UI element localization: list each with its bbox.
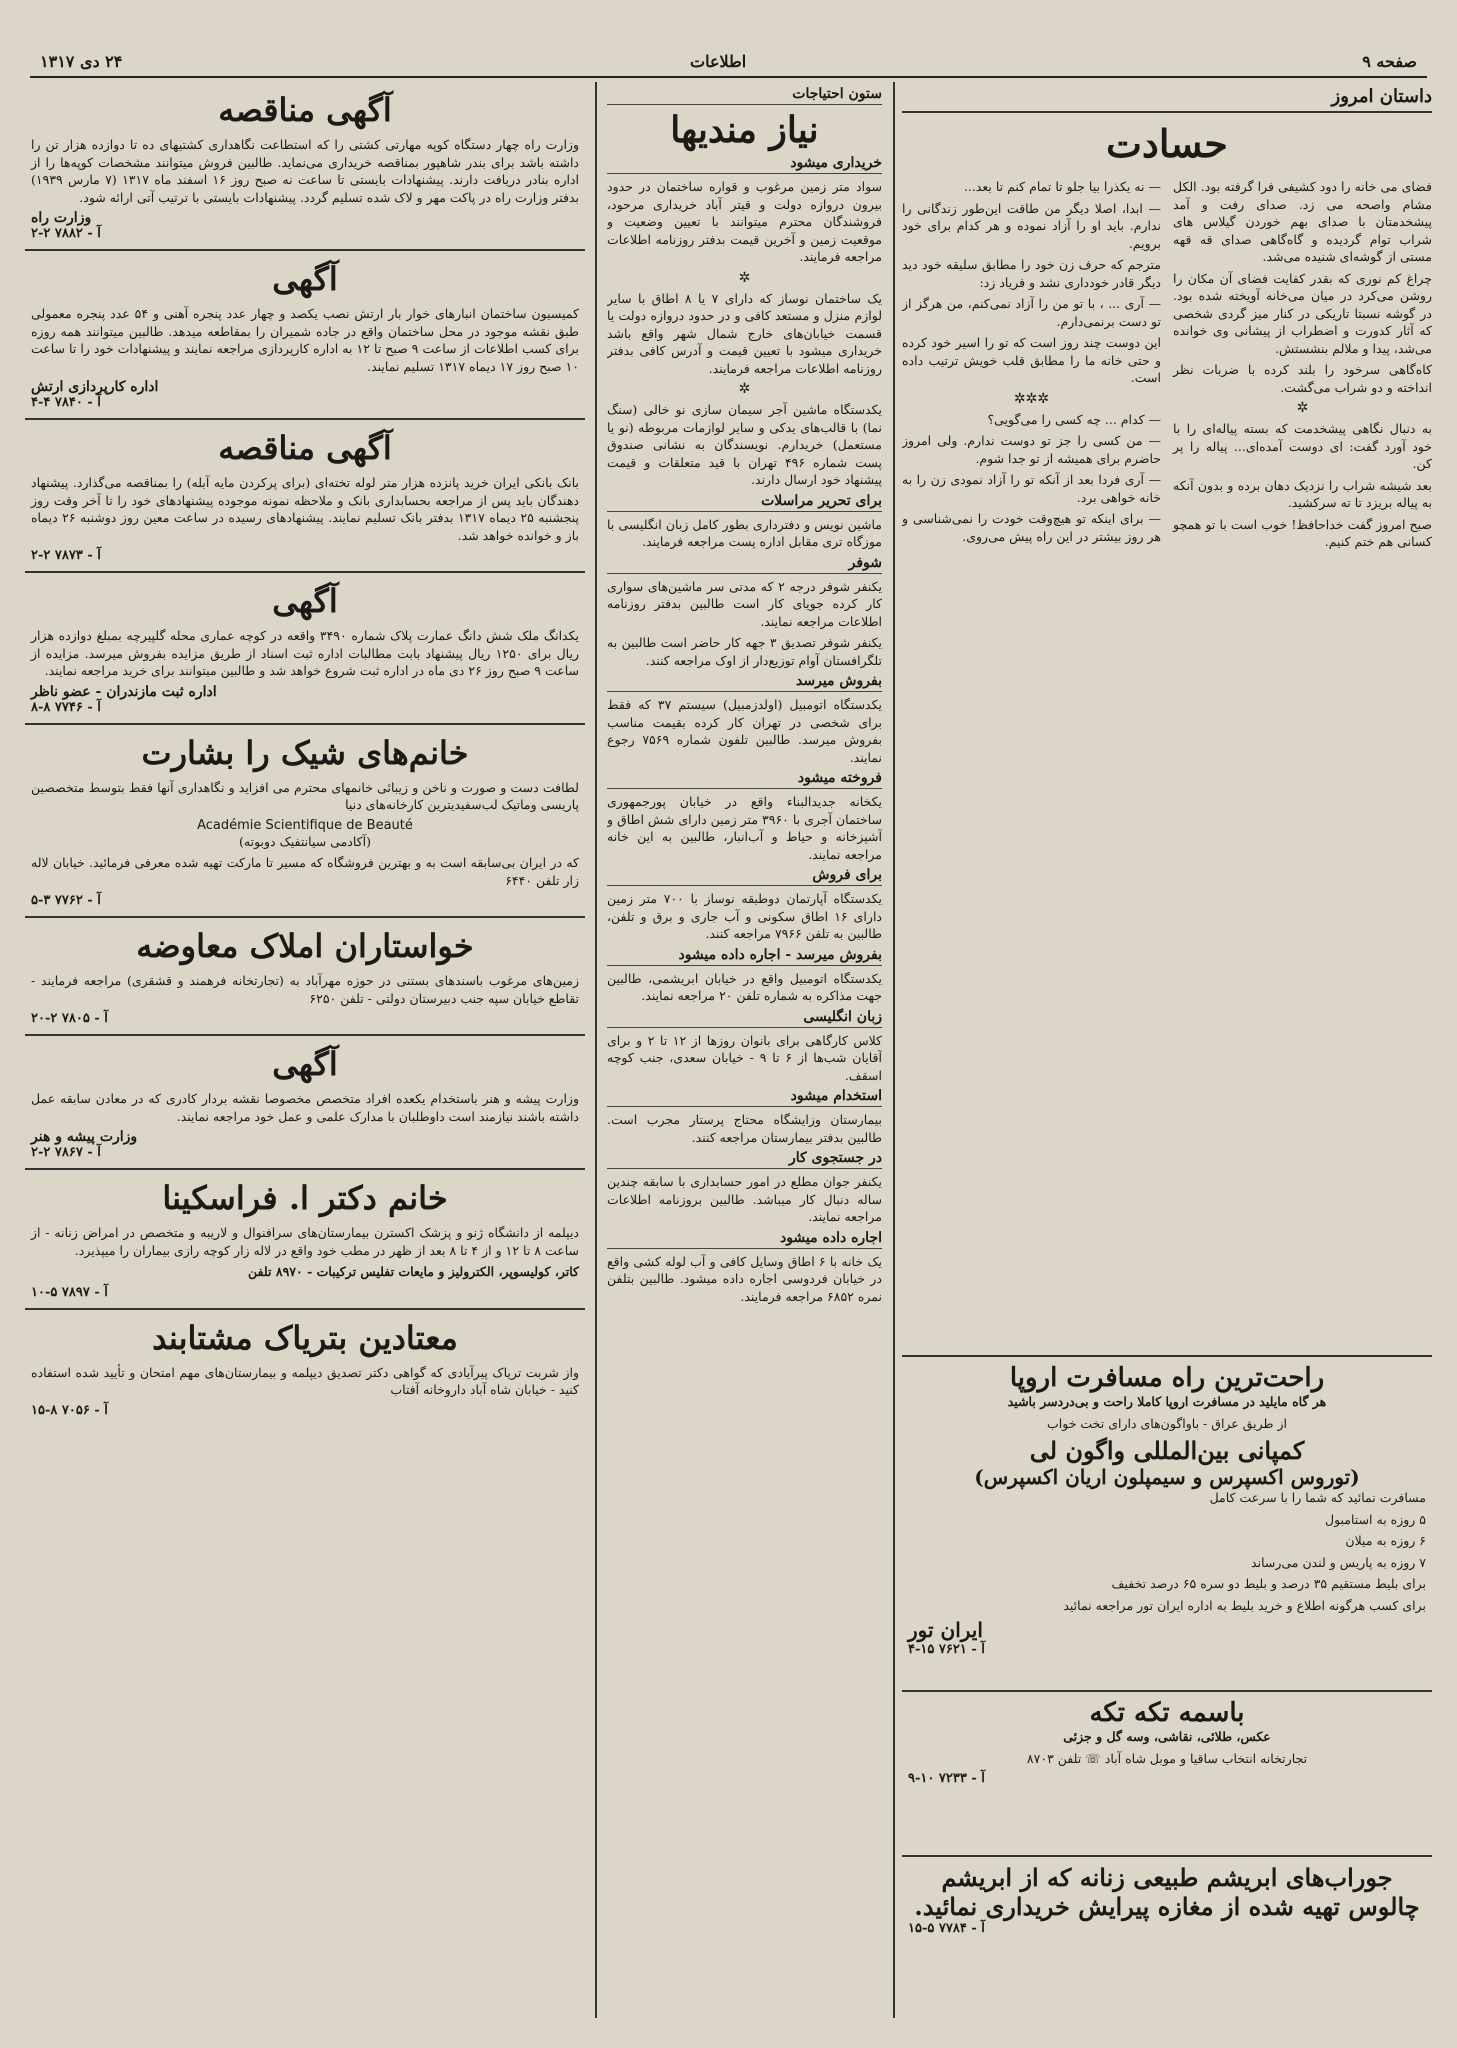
tender-ad [25,420,585,573]
ad-reference: آ - ۷۰۵۶ ۸-۱۵ [31,1402,108,1418]
ad-reference: آ - ۷۷۴۶ ۸-۸ [31,699,101,715]
travel-ad-company: کمپانی بین‌المللی واگون لی [1029,1436,1305,1465]
ad-note: کاتر، کولیسوپر، الکترولیز و مایعات تفلیس ترکیبات - ۸۹۷۰ تلفن [248,1264,579,1279]
ad-reference: آ - ۷۸۰۵ ۲-۲۰ [31,1011,108,1026]
classified-heading: برای تحریر مراسلات [607,493,882,512]
ad-signature: وزارت پیشه و هنر [31,1129,138,1145]
ad-latin-name: Académie Scientifique de Beauté [197,817,413,833]
story-paragraph: چراغ کم نوری که بقدر کفایت فضای آن مکان را روشن می‌کرد در میان می‌خانه آویخته شده بود. در گوشه نسبتا تاریکی در کنار میز گردی شخصی که آثار کدورت و اضطراب از پیشانی وی خوانده می‌شد، پیدا و ملالم بنشستش. [1173,270,1432,356]
story-paragraph: — من کسی را جز تو دوست ندارم. ولی امروز حاضرم برای همیشه از تو جدا شوم. [902,433,1161,466]
story-column-b [902,178,1161,555]
classified-heading: برای فروش [607,867,882,886]
classified-heading: در جستجوی کار [607,1150,882,1169]
ad-address: که در ایران بی‌سابقه است به‌ و بهترین فروشگاه که مسیر تا مارکت تهیه شده معرفی فرمائید. خیابان لاله زار تلفن ۶۴۴۰ [31,855,579,888]
stocking-ad-line: جوراب‌های ابریشم طبیعی زنانه که از ابریشم [941,1863,1393,1892]
story-paragraph: — آری فردا بعد از آنکه تو را آزاد نمودی زن را به خانه خواهی برد. [902,472,1161,505]
stocking-ad-line: چالوس تهیه شده از مغازه پیرایش خریداری نمائید. [914,1892,1420,1921]
ministry-ad [25,1036,585,1170]
addiction-ad [25,1310,585,1426]
classified-text: یکدستگاه آپارتمان دوطبقه نوساز با ۷۰۰ متر زمین دارای ۱۶ اطاق سکونی و آب جاری و برق و تلفن، طالبین به تلفن ۷۹۶۶ مراجعه کنند. [607,891,882,941]
beauty-ad [25,725,585,919]
classified-heading: اجاره داده میشود [607,1230,882,1249]
ad-signature: اداره کارپردازی ارتش [31,379,159,395]
classifieds-title: نیاز مندیها [670,109,819,151]
ad-reference: آ - ۷۲۳۳ ۱۰-۹ [908,1771,985,1786]
classified-text: یکدستگاه اتومبیل (اولدزمبیل) سیستم ۳۷ که فقط برای شخصی در تهران کار کرده بقیمت مناسب بفروش میرسد. طالبین تلفون شماره ۷۵۶۹ رجوع نمایند. [607,697,882,765]
travel-ad-line: برای بلیط مستقیم ۳۵ درصد و بلیط دو سره ۶۵ درصد تخفیف [1111,1576,1426,1591]
section-logo: داستان امروز [902,82,1432,113]
travel-ad-line: ۷ روزه به پاریس و لندن می‌رساند [1251,1554,1426,1570]
travel-ad [902,1355,1432,1685]
separator-stars: ✲ [738,381,751,397]
ad-reference: آ - ۷۸۶۷ ۲-۲ [31,1145,101,1160]
separator-stars: ✲✲✲ [1013,390,1050,407]
classifieds-column [607,82,882,2018]
travel-ad-line: از طریق عراق - باواگون‌های دارای تخت خواب [1047,1415,1287,1431]
property-ad [25,918,585,1036]
classified-text: یکدستگاه ماشین آجر سیمان سازی نو خالی (سنگ نما) با قالب‌های یدکی و سایر لوازمات مربوطه (نو یا مستعمل) خریدارم. نویسندگان به نشانی صندوق پست شماره ۴۹۶ تهران با قید متعلقات و قیمت پیشنهاد خود ارسال دارند. [607,402,882,487]
ad-title: خانم دکتر ا. فراسکینا [162,1179,448,1217]
ad-reference: آ - ۷۸۹۷ ۵-۱۰ [31,1284,108,1300]
ad-reference: آ - ۷۸۴۰ ۴-۴ [31,395,101,410]
photo-ad-subtitle: عکس، طلائی، نقاشی، وسه گل و جزئی [1063,1729,1271,1744]
ad-title: آگهی مناقصه [218,429,392,467]
tender-ad [25,82,585,251]
stocking-ad [902,1855,1432,2015]
separator-stars: ✲ [1296,400,1309,416]
ad-title: آگهی مناقصه [218,91,392,129]
ad-reference: آ - ۷۸۷۳ ۲-۲ [31,548,101,563]
story-paragraph: کاه‌گاهی سرخود را بلند کرده با ضربات نظر انداخته و دو شراب می‌گشت. [1173,362,1432,395]
classified-text: یکنفر شوفر تصدیق ۳ جهه کار حاضر است طالبین به تلگرافستان آوام توزیع‌دار از اوک مراجعه کنند. [607,635,882,668]
ad-reference: آ - ۷۶۲۱ ۱۵-۴ [908,1642,985,1657]
ad-reference: آ - ۷۷۸۴ ۵-۱۵ [908,1921,985,1936]
ad-reference: آ - ۷۸۸۲ ۲-۲ [31,226,101,241]
classified-text: سواد متر زمین مرغوب و قواره ساختمان در حدود بیرون دروازه دولت و قیتر آباد خریداری مرحود، فروشندگان محترم میتوانند با تعیین وضعیت و موقعیت زمین و آخرین قیمت بدفتر روزنامه اطلاعات مراجعه فرمایند. [607,179,882,264]
story-column-a [1173,178,1432,555]
story-paragraph: — کدام ... چه کسی را می‌گویی؟ [987,411,1161,427]
ad-reference: آ - ۷۷۶۲ ۳-۵ [31,893,101,908]
page-masthead [30,48,1427,78]
travel-ad-line: برای کسب هرگونه اطلاع و خرید بلیط به اداره ایران تور مراجعه نمائید [1063,1597,1426,1613]
story-paragraph: — برای اینکه تو هیچ‌وقت خودت را نمی‌شناسی و هر روز بیشتر در این راه پیش می‌روی. [902,511,1161,544]
ad-text: وزارت پیشه و هنر باستخدام یکعده افراد متخصص مخصوصا نقشه بردار کادری که در معادن سابقه عمل داشته باشند نیازمند است داوطلبان با مدارک علمی و عمل خود مراجعه نمایند. [31,1091,579,1124]
ad-title: معتادین بتریاک مشتابند [152,1318,458,1357]
ad-text: زمین‌های مرغوب باسند‌های بستنی در حوزه مهرآباد به (تجارتخانه فرهمند و قشقری) مراجعه فرمایند - تقاطع خیابان سپه جنب دبیرستان دولتی - تلفن ۶۲۵۰ [31,973,579,1006]
classified-text: کلاس کارگاهی برای بانوان روزها از ۱۲ تا ۲ و برای آقایان شب‌ها از ۶ تا ۹ - خیابان سعدی، جنب کوچه اسقف. [607,1032,882,1083]
ad-title: آگهی [272,1045,338,1083]
ad-title: خانم‌های شیک را بشارت [141,733,469,772]
ad-title: آگهی [272,260,338,298]
story-paragraph: صبح امروز گفت خداحافظ! خوب است با تو همچو کسانی هم ختم کنیم. [1173,516,1432,549]
travel-ad-title: راحت‌ترین راه مسافرت اروپا [1009,1363,1325,1393]
classified-text: یکدستگاه اتومبیل واقع در خیابان ابریشمی، طالبین جهت مذاکره به شماره تلفن ۲۰ مراجعه نمایند. [607,970,882,1003]
ad-text: دیپلمه از دانشگاه ژنو و پزشک اکسترن بیمارستان‌های سرافنوال و لاریبه و متخصص در امراض زنانه - از ساعت ۸ تا ۱۲ و از ۴ تا ۸ بعد از ظهر در مطب خود واقع در لاله زار کوچه رازی بیماران را میپذیرد. [31,1225,579,1258]
notice-ad [25,251,585,420]
travel-ad-line: مسافرت نمائید که شما را با سرعت کامل [1209,1490,1426,1505]
story-paragraph: این دوست چند روز است که تو را اسیر خود کرده و حتی خانه ما را مطابق قلب خویش ترتیب داده است. [902,335,1161,385]
ad-signature: وزارت راه [31,210,92,226]
classified-text: یک ساختمان نوساز که دارای ۷ یا ۸ اطاق با سایر لوازم منزل و مستعد کافی و در حدود دروازه دولت یا قسمت خیابان‌های خارج شمال شهر واقع باشد خریداری میشود با تعیین قیمت و آدرس کافی بدفتر روزنامه اطلاعات مراجعه فرمایند. [607,290,882,376]
ad-text: لطافت دست و صورت و ناخن و زیبائی خانمهای محترم می افزاید و نگاهداری آنها فقط بتوسط متخصصین پاریسی وماتیک لب‌سفیدیترین کارخانه‌های دنیا [31,779,579,812]
doctor-ad [25,1170,585,1310]
story-paragraph: به دنبال نگاهی پیشخدمت که بسته پیاله‌ای را با خود آورد گفت: ای دوست آمده‌ای... پیاله را پر کن. [1173,421,1432,471]
ad-text: یکدانگ ملک شش دانگ عمارت پلاک شماره ۳۴۹۰ واقعه در کوچه عماری محله گلپیرچه بمبلغ دوازده هزار ریال برای ۱۲۵۰ ریال پیشنهاد بابت مطالبات اداره ثبت اسناد از طریق مزایده بفروش میرسد. مزایده از ساعت ۹ صبح روز ۲۶ دی ماه در اداره ثبت شروع خواهد شد و طالبین میتوانند برای خرید مراجعه نمایند. [31,628,579,678]
left-ads-column [25,82,585,2018]
travel-ad-line: هر گاه مایلید در مسافرت اروپا کاملا راحت و بی‌دردسر باشید [1007,1394,1327,1409]
photo-ad-title: باسمه تکه تکه [1089,1698,1245,1728]
classified-heading: بفروش میرسد [607,673,882,692]
column-rule [893,82,895,2018]
story-paragraph: بعد شیشه شراب را نزدیک دهان برده و بدون آنکه به پیاله بریزد تا ته سرکشید. [1173,477,1432,510]
paper-name: اطلاعات [690,52,747,71]
classified-heading: بفروش میرسد - اجاره داده میشود [607,947,882,966]
classified-text: یک خانه با ۶ اطاق وسایل کافی و آب لوله کشی واقع در خیابان فردوسی اجاره داده میشود. طالبین بتلفن نمره ۶۸۵۲ مراجعه فرمایند. [607,1253,882,1304]
column-rule [595,82,597,2018]
classified-text: ماشین نویس و دفترداری بطور کامل زبان انگلیسی با موزگاه تری مقابل اداره پست مراجعه فرمایند. [607,516,882,549]
classified-text: یکنفر شوفر درجه ۲ که مدتی سر ماشین‌های سواری کار کرده جویای کار است طالبین بدفتر روزنامه اطلاعات مراجعه نمایند. [607,578,882,629]
story-paragraph: مترجم که حرف زن خود را مطابق سلیقه خود دید دیگر قادر خودداری نشد و فریاد زد: [902,257,1161,290]
story-title: حسادت [1106,121,1228,166]
travel-agency: ایران تور [908,1618,983,1642]
classified-heading: زبان انگلیسی [607,1009,882,1028]
story-paragraph: — آری ... ، با تو من را آزاد نمی‌کنم، من هرگز از تو دست برنمی‌دارم. [902,296,1161,329]
ad-text: واز شربت تریاک پیرآیادی که گواهی دکتر تصدیق دیپلمه و بیمارستان‌های مهم امتحان و تأیید شده استفاده کنید - خیابان شاه آباد داروخانه آفتاب [31,1364,579,1397]
ad-title: خواستاران املاک معاوضه [136,927,474,965]
ad-text: وزارت راه چهار دستگاه کوپه مهارتی کشتی را که استطاعت نگاهداری کشتیهای ده تا دوازده هزار تن را داشته باشد برای بندر شاهپور بمناقصه خریداری می‌نماید. طالبین فروش میتوانند مشخصات کوپه‌ها را از اداره بنادر دریافت دارند. پیشنهادات بایستی تا ساعت نه صبح روز ۱۶ اسفند ماه ۱۳۱۷ (۷ مارس ۱۹۳۹) بدفتر وزارت راه در پاکت مهر و لاک شده تسلیم گردد. پیشنهادات بایستی با ترتیب آتی ارائه شود. [31,137,580,205]
page-number: صفحه ۹ [1362,52,1417,71]
classified-text: بیمارستان وزایشگاه محتاج پرستار مجرب است. طالبین بدفتر بیمارستان مراجعه کنند. [607,1112,882,1145]
story-paragraph: — نه یکذرا بیا جلو تا تمام کنم تا بعد... [963,179,1161,194]
classified-text: یکنفر جوان مطلع در امور حسابداری با سابقه چندین ساله دنبال کار میباشد. طالبین بروزنامه اطلاعات مراجعه نمایند. [607,1174,882,1224]
classified-heading: استخدام میشود [607,1088,882,1107]
story-paragraph: — ابدا، اصلا دیگر من طاقت این‌طور زندگانی را ندارم. باید او را آزاد نموده و هر کدام برای خود برویم. [902,200,1161,251]
ad-subname: (آکادمی سیانتفیک دوبوته) [239,833,371,849]
travel-ad-trains: (توروس اکسپرس و سیمپلون اریان اکسپرس) [974,1465,1360,1489]
classified-heading: فروخته میشود [607,770,882,789]
ad-title: آگهی [272,582,338,620]
separator-stars: ✲ [738,269,751,286]
travel-ad-line: ۶ روزه به میلان [1345,1533,1426,1548]
notice-ad [25,573,585,725]
photo-ad-line: تجارتخانه انتخاب ساقیا و موبل شاه آباد ☏ تلفن ۸۷۰۳ [1026,1750,1308,1766]
classifieds-kicker: ستون احتیاجات [607,86,882,105]
photo-ad [902,1690,1432,1850]
ad-text: کمیسیون ساختمان انبار‌های خوار بار ارتش نصب یکصد و چهار عدد پنجره آهنی و ۵۴ عدد پنجره معمولی طبق نقشه موجود در محل ساختمان واقع در جاده شمیران را بمقاطعه میدهد. طالبین میتوانند همه روزه برای کسب اطلاعات از ساعت ۹ صبح تا ۱۲ به اداره کارپردازی مراجعه نمایند و پیشنهادات خود را تا ساعت ۱۰ صبح روز ۱۷ دیماه ۱۳۱۷ تسلیم نمایند. [31,306,579,374]
story-paragraph: فضای می خانه را دود کشیفی فرا گرفته بود. الکل مشام واصحه می زد. صدای رفت و آمد پیشخدمتان با صدای بهم خوردن گیلاس های شراب توام گردیده و گاه‌گاهی صدای قه قهه مستی از گوشه‌ای شنیده می‌شد. [1173,179,1432,264]
classified-heading: خریداری میشود [607,155,882,174]
story-body [902,178,1432,555]
classified-text: یکخانه جدیدالبناء واقع در خیابان پورجمهوری ساختمان آجری با ۳۹۶۰ متر زمین دارای شش اطاق و آشپزخانه و حیاط و آب‌انبار، طالبین به این خانه مراجعه نمایند. [607,794,882,862]
classified-heading: شوفر [607,555,882,574]
ad-signature: اداره ثبت مازندران - عضو ناظر [31,683,217,700]
issue-date: ۲۴ دی ۱۳۱۷ [40,52,123,71]
travel-ad-line: ۵ روزه به استامبول [1324,1511,1426,1527]
ad-text: بانک بانکی ایران خرید پانزده هزار متر لوله تخته‌ای (برای پرکردن مایه آبله) را بمناقصه می‌گذارد. پیشنهاد دهندگان باید پس از مراجعه بحسابداری بانک و ملاحظه نمونه موجوده پیشنهادهای خود را تا آخر وقت روز پنجشنبه ۲۵ دیماه ۱۳۱۷ بدفتر بانک تسلیم نمایند. پیشنهادهای رسیده در ساعت معین روز دوشنبه ۲۶ دیماه باز و خوانده خواهد شد. [31,475,579,543]
